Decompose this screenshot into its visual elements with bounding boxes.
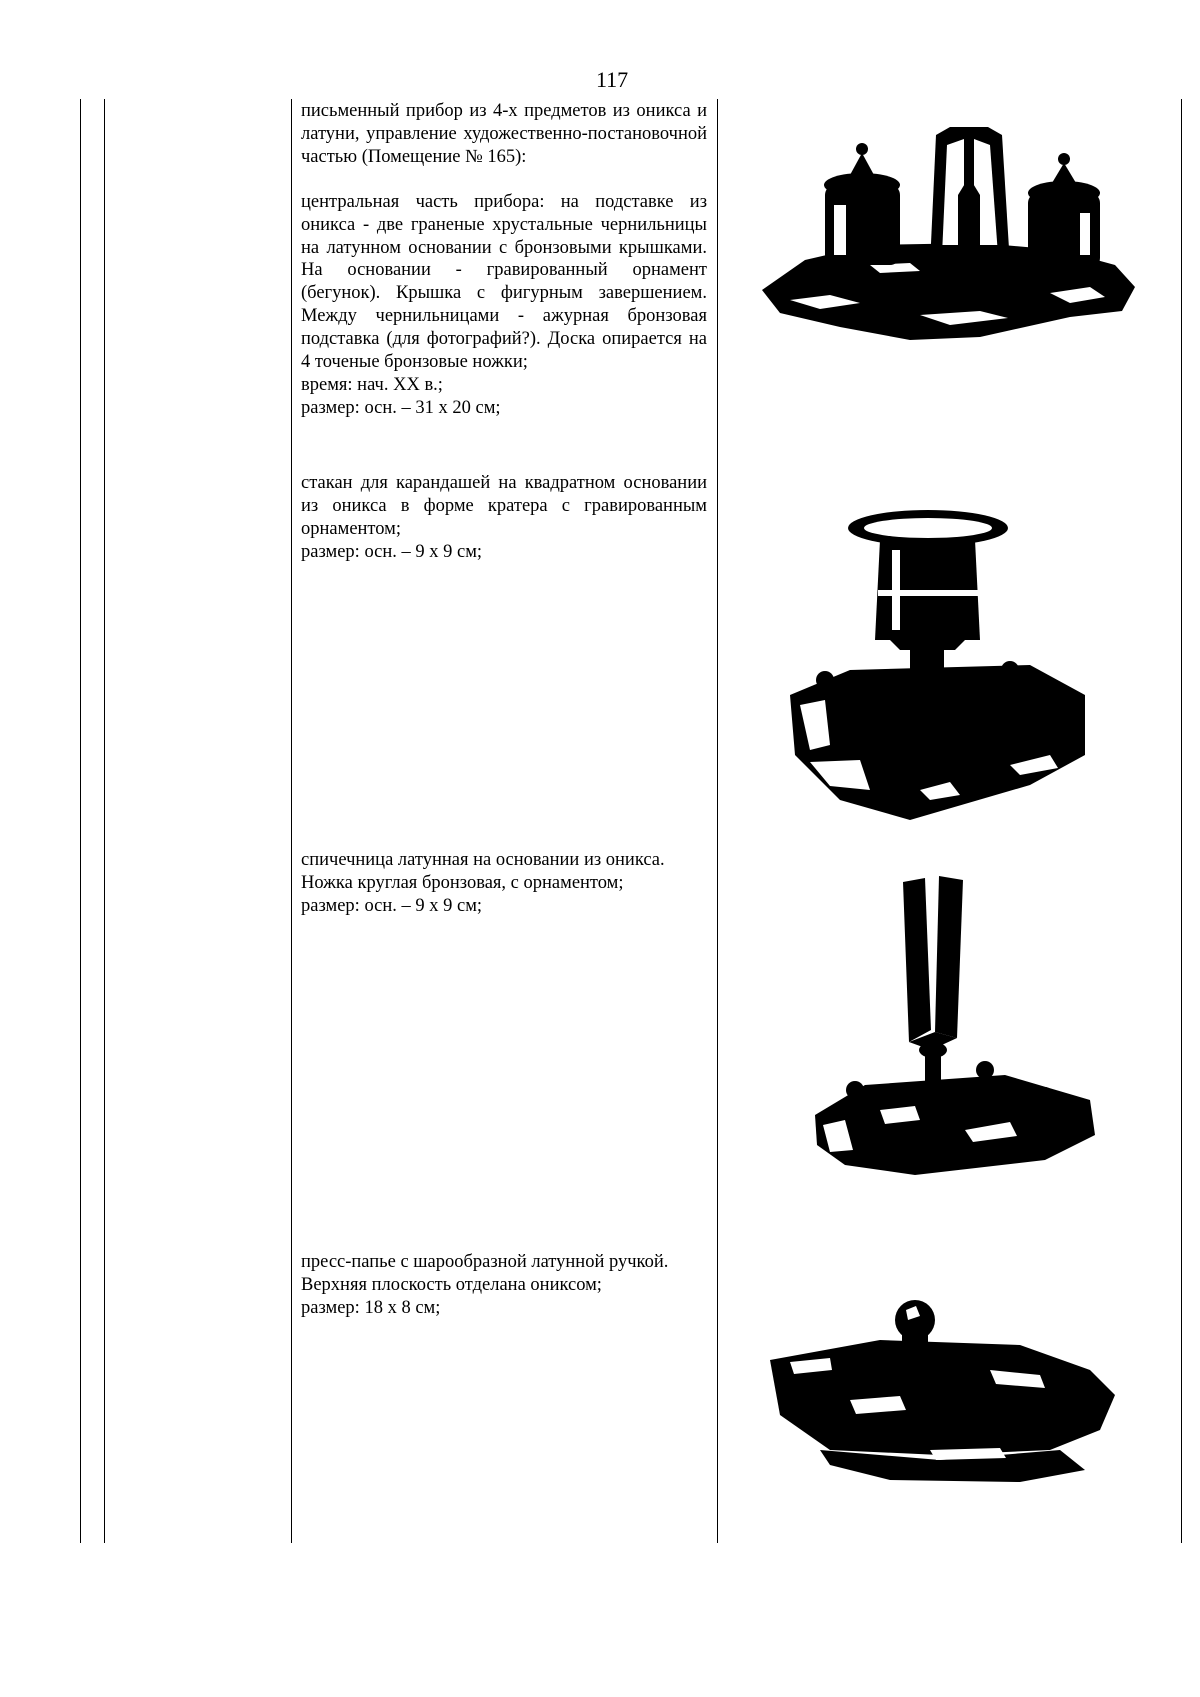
entry-size: размер: 18 х 8 см; [301,1297,441,1318]
entry-pencil-cup [301,472,707,564]
entry-description: стакан для карандашей на квадратном основании из оникса в форме кратера с гравированным орнаментом; [301,473,707,539]
entry-heading: письменный прибор из 4-х предметов из оникса и латуни, управление художественно-постановочной частью (Помещение № 165): [301,101,707,167]
column-divider-photo [717,99,718,1543]
photo-paperweight [760,1300,1130,1490]
page-number: 117 [596,67,629,92]
entry-size: размер: осн. – 9 х 9 см; [301,541,483,562]
entry-paperweight [301,1251,707,1320]
entry-description: пресс-папье с шарообразной латунной ручкой. Верхняя плоскость отделана ониксом; [301,1252,669,1295]
photo-inkstand [750,115,1150,345]
entry-writing-set [301,100,707,420]
entry-size: размер: осн. – 9 х 9 см; [301,895,483,916]
entry-time: время: нач. XX в.; [301,374,443,395]
entry-description: спичечница латунная на основании из оникса. Ножка круглая бронзовая, с орнаментом; [301,850,665,893]
entry-size: размер: осн. – 31 х 20 см; [301,397,501,418]
photo-match-holder [805,870,1105,1180]
table-border-right [1181,99,1182,1543]
photo-pencil-cup [780,500,1120,830]
table-border-left-inner [104,99,105,1543]
entry-description: центральная часть прибора: на подставке из оникса - две граненые хрустальные чернильницы на латунном основании с бронзовыми крышками. На основании - гравированный орнамент (бегунок). Крышка с фигурным завершением. Между чернильницами - ажурная бронзовая подставка (для фотографий?). Доска опирается на 4 точеные бронзовые ножки; [301,191,707,373]
column-divider-text [291,99,292,1543]
table-border-left-outer [80,99,81,1543]
entry-match-holder [301,849,707,918]
